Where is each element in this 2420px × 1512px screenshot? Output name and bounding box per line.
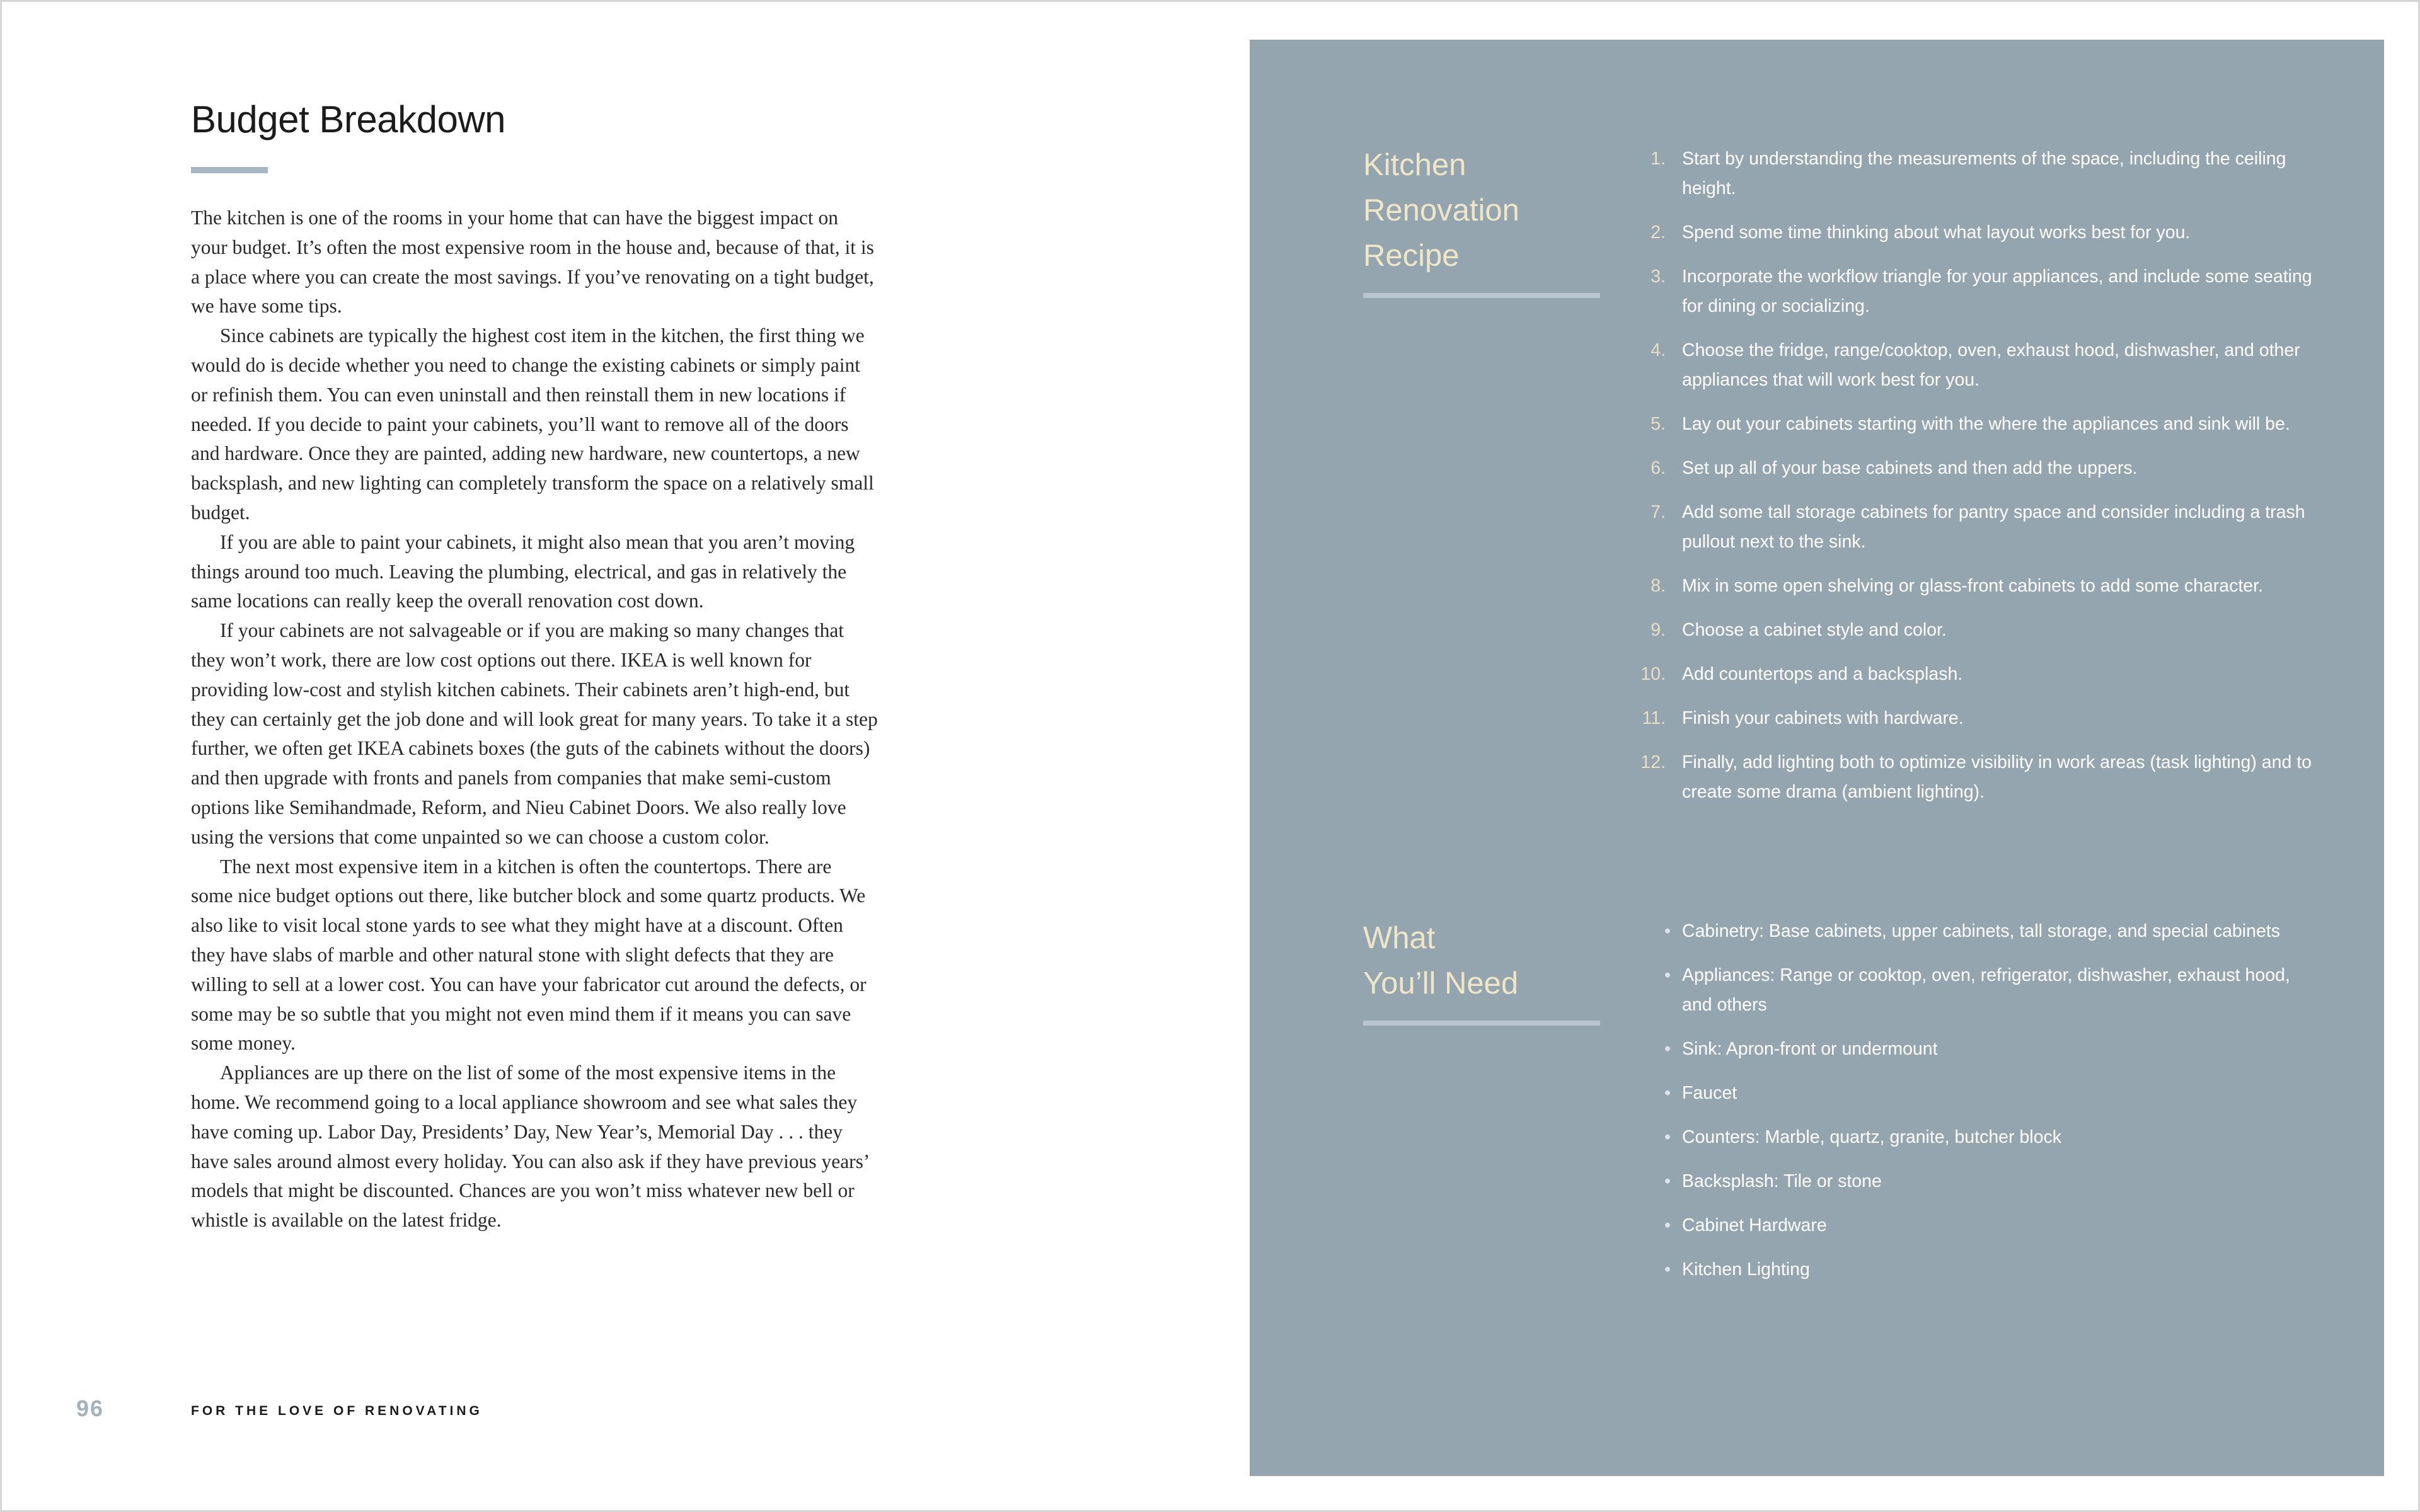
paragraph: Appliances are up there on the list of some of the most expensive items in the home. We recommend going to a local appliance showroom and see what sales they have coming up. Labor Day, Presidents’ Day, New Year’s, Memorial Day . . . they have sales around almost every holiday. You can also ask if they have previous years’ models that might be discounted. Chances are you won’t miss whatever new bell or whistle is available on the latest fridge. [191, 1062, 869, 1232]
bullet-icon: • [1664, 965, 1671, 985]
needs-heading-line: What [1363, 921, 1436, 955]
step-text: Choose the fridge, range/cooktop, oven, exhaust hood, dishwasher, and other appliances that will work best for you. [1682, 340, 2300, 390]
paragraph: If you are able to paint your cabinets, it might also mean that you aren’t moving things around too much. Leaving the plumbing, electrical, and gas in relatively the same locations can really keep the overall renovation cost down. [191, 530, 855, 612]
step-text: Choose a cabinet style and color. [1682, 620, 1947, 640]
paragraph: The next most expensive item in a kitchen is often the countertops. There are some nice budget options out there, like butcher block and some quartz products. We also like to visit local stone yards to see what they might have at a discount. Often they have slabs of marble and other natural stone with slight defects that they are willing to sell at a lower cost. You can have your fabricator cut around the defects, or some may be so subtle that you might not even mind them if it means you can save some money. [191, 855, 867, 1055]
bullet-icon: • [1664, 1215, 1671, 1235]
need-item [1584, 1034, 2321, 1064]
need-item [1584, 1167, 2321, 1196]
step-number: 1. [1651, 149, 1666, 169]
recipe-step [1584, 571, 2321, 601]
need-item [1584, 1255, 2321, 1285]
step-text: Finish your cabinets with hardware. [1682, 708, 1964, 728]
need-item [1584, 1079, 2321, 1108]
step-number: 6. [1651, 458, 1666, 478]
need-text: Backsplash: Tile or stone [1682, 1171, 1882, 1191]
step-number: 11. [1642, 708, 1666, 728]
recipe-step [1584, 218, 2321, 248]
need-item [1584, 961, 2321, 1020]
bullet-icon: • [1664, 921, 1671, 941]
step-number: 10. [1640, 664, 1666, 684]
recipe-step [1584, 616, 2321, 645]
bullet-icon: • [1664, 1083, 1671, 1103]
recipe-step [1584, 660, 2321, 689]
recipe-step [1584, 410, 2321, 439]
step-number: 7. [1651, 502, 1666, 522]
running-head: FOR THE LOVE OF RENOVATING [191, 1404, 483, 1418]
need-text: Counters: Marble, quartz, granite, butcher block [1682, 1127, 2061, 1147]
need-text: Cabinet Hardware [1682, 1215, 1827, 1235]
need-text: Sink: Apron-front or undermount [1682, 1039, 1938, 1059]
need-item [1584, 1123, 2321, 1152]
recipe-heading-line: Kitchen [1363, 148, 1466, 182]
paragraph: If your cabinets are not salvageable or if you are making so many changes that they won’t work, there are low cost options out there. IKEA is well known for providing low-cost and stylish kitchen cabinets. Their cabinets aren’t high-end, but they can certainly get the job done and will look great for many years. To take it a step further, we often get IKEA cabinets boxes (the guts of the cabinets without the doors) and then upgrade with fronts and panels from companies that make semi-custom options like Semihandmade, Reform, and Nieu Cabinet Doors. We also really love using the versions that come unpainted so we can choose a custom color. [191, 619, 878, 848]
recipe-steps [1584, 144, 2321, 822]
needs-heading-line: You’ll Need [1363, 966, 1519, 1000]
step-number: 12. [1640, 752, 1666, 772]
needs-list [1584, 917, 2321, 1299]
step-number: 8. [1651, 576, 1666, 596]
step-text: Lay out your cabinets starting with the where the appliances and sink will be. [1682, 414, 2290, 434]
need-text: Cabinetry: Base cabinets, upper cabinets, tall storage, and special cabinets [1682, 921, 2280, 941]
needs-heading [1363, 915, 1518, 1006]
recipe-step [1584, 704, 2321, 733]
step-text: Finally, add lighting both to optimize visibility in work areas (task lighting) and to create some drama (ambient lighting). [1682, 752, 2312, 802]
bullet-icon: • [1664, 1127, 1671, 1147]
body-text [191, 203, 878, 1235]
recipe-step [1584, 748, 2321, 807]
recipe-step [1584, 498, 2321, 557]
step-number: 3. [1651, 266, 1666, 287]
recipe-heading-line: Renovation [1363, 193, 1519, 227]
need-item [1584, 1211, 2321, 1240]
recipe-heading-line: Recipe [1363, 239, 1460, 273]
step-text: Add countertops and a backsplash. [1682, 664, 1963, 684]
step-text: Add some tall storage cabinets for pantry space and consider including a trash pullout next to the sink. [1682, 502, 2305, 552]
recipe-heading-rule [1363, 293, 1600, 298]
title-underline [191, 167, 268, 173]
step-text: Set up all of your base cabinets and then add the uppers. [1682, 458, 2138, 478]
page-number: 96 [76, 1395, 105, 1421]
sidebar-panel [1250, 40, 2384, 1476]
need-text: Faucet [1682, 1083, 1737, 1103]
step-text: Start by understanding the measurements of the space, including the ceiling height. [1682, 149, 2286, 198]
bullet-icon: • [1664, 1039, 1671, 1059]
step-text: Spend some time thinking about what layout works best for you. [1682, 222, 2191, 243]
recipe-heading [1363, 142, 1519, 278]
recipe-step [1584, 336, 2321, 395]
need-text: Appliances: Range or cooktop, oven, refrigerator, dishwasher, exhaust hood, and others [1682, 965, 2290, 1015]
step-number: 4. [1651, 340, 1666, 360]
recipe-step [1584, 454, 2321, 483]
paragraph: The kitchen is one of the rooms in your home that can have the biggest impact on your budget. It’s often the most expensive room in the house and, because of that, it is a place where you can create the most savings. If you’ve renovating on a tight budget, we have some tips. [191, 207, 874, 318]
bullet-icon: • [1664, 1171, 1671, 1191]
step-number: 9. [1651, 620, 1666, 640]
paragraph: Since cabinets are typically the highest cost item in the kitchen, the first thing we would do is decide whether you need to change the existing cabinets or simply paint or refinish them. You can even uninstall and then reinstall them in new locations if needed. If you decide to paint your cabinets, you’ll want to remove all of the doors and hardware. Once they are painted, adding new hardware, new countertops, a new backsplash, and new lighting can completely transform the space on a relatively small budget. [191, 324, 874, 524]
page-title: Budget Breakdown [191, 98, 506, 140]
recipe-step [1584, 144, 2321, 203]
step-text: Mix in some open shelving or glass-front cabinets to add some character. [1682, 576, 2263, 596]
step-number: 2. [1651, 222, 1666, 243]
bullet-icon: • [1664, 1259, 1671, 1280]
need-text: Kitchen Lighting [1682, 1259, 1810, 1280]
step-text: Incorporate the workflow triangle for your appliances, and include some seating for dining or socializing. [1682, 266, 2312, 316]
needs-heading-rule [1363, 1021, 1600, 1026]
recipe-step [1584, 262, 2321, 321]
need-item [1584, 917, 2321, 946]
step-number: 5. [1651, 414, 1666, 434]
